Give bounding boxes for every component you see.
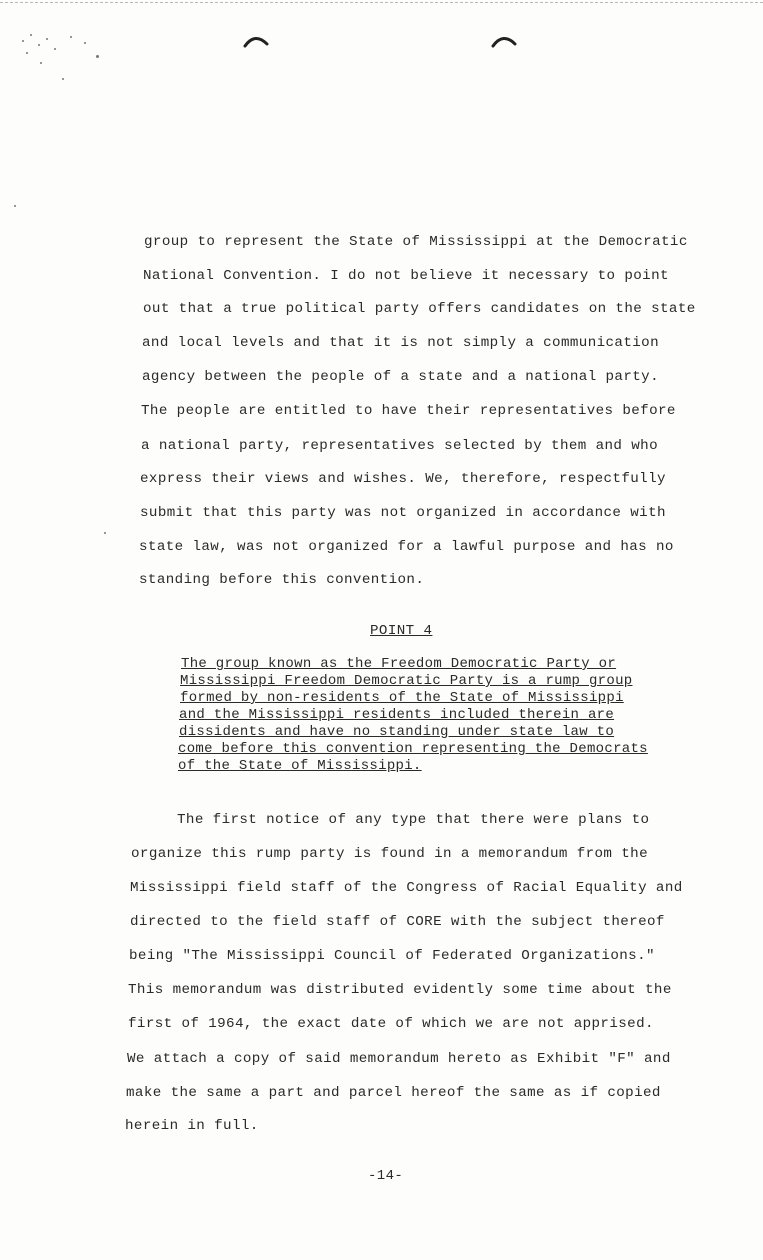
- punch-mark-left: [243, 34, 269, 48]
- text-line: Mississippi field staff of the Congress of Racial Equality and: [130, 880, 683, 896]
- text-line: directed to the field staff of CORE with the subject thereof: [130, 914, 665, 930]
- page-number: -14-: [368, 1168, 404, 1184]
- text-line: The first notice of any type that there were plans to: [177, 812, 650, 828]
- text-line: make the same a part and parcel hereof the same as if copied: [126, 1085, 661, 1101]
- text-line: The people are entitled to have their representatives before: [141, 403, 676, 419]
- text-line: agency between the people of a state and a national party.: [142, 369, 660, 385]
- text-line: group to represent the State of Mississippi at the Democratic: [144, 234, 688, 250]
- text-line: herein in full.: [125, 1118, 259, 1134]
- text-line: state law, was not organized for a lawful purpose and has no: [139, 539, 674, 555]
- text-line: a national party, representatives selected by them and who: [141, 438, 659, 454]
- text-line: organize this rump party is found in a memorandum from the: [131, 846, 649, 862]
- statement-line: The group known as the Freedom Democratic Party or: [181, 656, 617, 672]
- text-line: standing before this convention.: [139, 572, 425, 588]
- text-line: express their views and wishes. We, therefore, respectfully: [140, 471, 666, 487]
- statement-line: dissidents and have no standing under state law to: [179, 724, 615, 740]
- text-line: submit that this party was not organized in accordance with: [140, 505, 666, 521]
- text-line: being "The Mississippi Council of Federated Organizations.": [129, 948, 655, 964]
- page-edge-perforation: [0, 2, 763, 3]
- point-heading: POINT 4: [370, 623, 433, 639]
- punch-mark-right: [491, 34, 517, 48]
- statement-line: and the Mississippi residents included therein are: [179, 707, 615, 723]
- statement-line: Mississippi Freedom Democratic Party is a rump group: [180, 673, 633, 689]
- text-line: and local levels and that it is not simply a communication: [142, 335, 660, 351]
- statement-line: formed by non-residents of the State of Mississippi: [180, 690, 624, 706]
- text-line: National Convention. I do not believe it necessary to point: [143, 268, 669, 284]
- text-line: This memorandum was distributed evidently some time about the: [128, 982, 672, 998]
- statement-line: come before this convention representing the Democrats: [178, 741, 648, 757]
- text-line: We attach a copy of said memorandum hereto as Exhibit "F" and: [127, 1051, 671, 1067]
- text-line: first of 1964, the exact date of which we are not apprised.: [128, 1016, 654, 1032]
- text-line: out that a true political party offers candidates on the state: [143, 301, 696, 317]
- statement-line: of the State of Mississippi.: [178, 758, 422, 774]
